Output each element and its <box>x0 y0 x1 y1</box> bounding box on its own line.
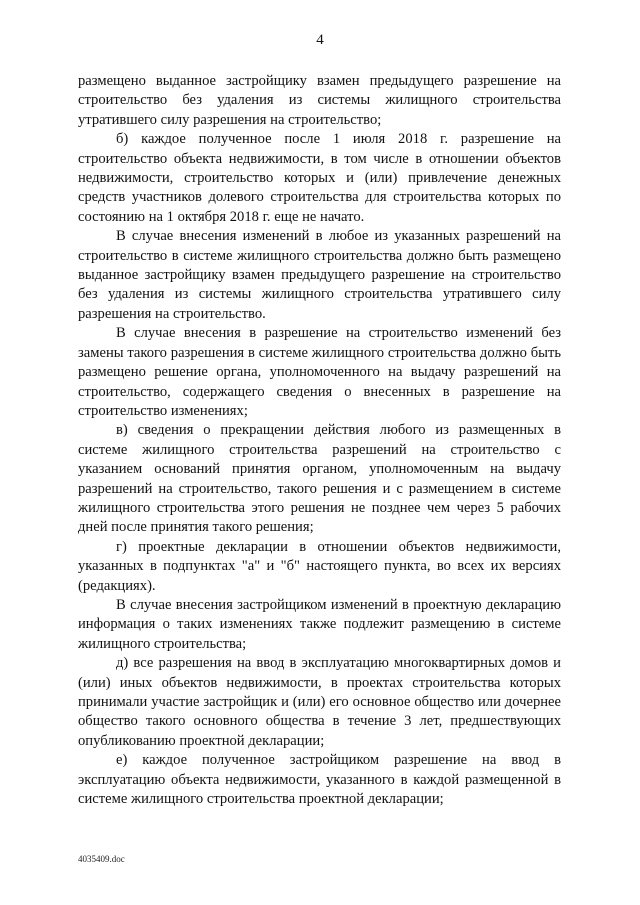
paragraph-5: в) сведения о прекращении действия любого из размещенных в системе жилищного строительства разрешений на строительство с указанием оснований принятия органом, уполномоченным на выдачу разрешений на строительство, такого решения и с размещением в системе жилищного строительства этого решения не позднее чем через 5 рабочих дней после принятия такого решения; <box>78 422 561 536</box>
paragraph-3: В случае внесения изменений в любое из указанных разрешений на строительство в системе жилищного строительства должно быть размещено выданное застройщику взамен предыдущего разрешение на строительство без удаления из системы жилищного строительства утратившего силу разрешения на строительство. <box>78 228 561 322</box>
paragraph-4: В случае внесения в разрешение на строительство изменений без замены такого разрешения в системе жилищного строительства должно быть размещено решение органа, уполномоченного на выдачу разрешений на строительство, содержащего сведения о внесенных в разрешение на строительство изменениях; <box>78 325 561 419</box>
paragraph-7: В случае внесения застройщиком изменений в проектную декларацию информация о таких изменениях также подлежит размещению в системе жилищного строительства; <box>78 596 561 652</box>
paragraph-8: д) все разрешения на ввод в эксплуатацию многоквартирных домов и (или) иных объектов недвижимости, в проектах строительства которых принимали участие застройщик и (или) его основное общество или дочернее общество такого основного общества в течение 3 лет, предшествующих опубликованию проектной декларации; <box>78 655 561 749</box>
paragraph-9: е) каждое полученное застройщиком разрешение на ввод в эксплуатацию объекта недвижимости, указанного в каждой размещенной в системе жилищного строительства проектной декларации; <box>78 752 561 808</box>
document-body <box>78 72 561 809</box>
paragraph-6: г) проектные декларации в отношении объектов недвижимости, указанных в подпунктах "а" и "б" настоящего пункта, во всех их версиях (редакциях). <box>78 538 561 594</box>
paragraph-2: б) каждое полученное после 1 июля 2018 г. разрешение на строительство объекта недвижимости, в том числе в отношении объектов недвижимости, строительство которых и (или) привлечение денежных средств участников долевого строительства для строительства которых по состоянию на 1 октября 2018 г. еще не начато. <box>78 131 561 225</box>
paragraph-1: размещено выданное застройщику взамен предыдущего разрешение на строительство без удаления из системы жилищного строительства утратившего силу разрешения на строительство; <box>78 73 561 128</box>
document-filename: 4035409.doc <box>78 854 125 864</box>
page-number: 4 <box>316 32 324 48</box>
